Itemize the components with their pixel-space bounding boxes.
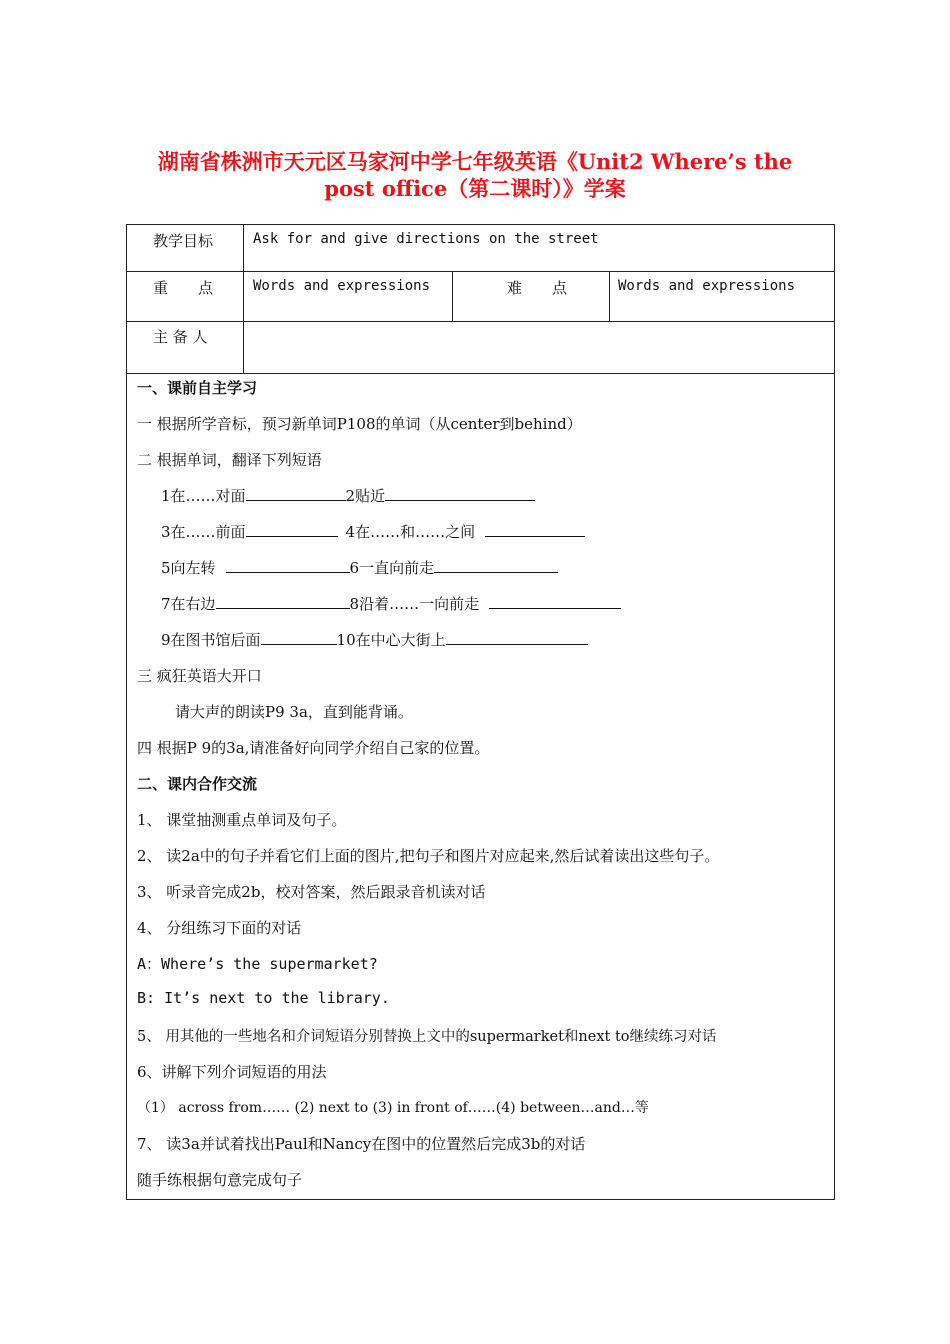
dialog-line-a: A：Where’s the supermarket? <box>137 955 378 973</box>
answer-blank[interactable] <box>261 630 337 645</box>
goal-value: Ask for and give directions on the street <box>253 231 599 247</box>
section-2-step-2: 2、 读2a中的句子并看它们上面的图片,把句子和图片对应起来,然后试着读出这些句子。 <box>137 847 720 865</box>
title-line-2: post office（第二课时）》学案 <box>324 176 626 201</box>
row-divider <box>127 321 834 322</box>
section-2-step-5: 5、 用其他的一些地名和介词短语分别替换上文中的supermarket和next to继续练习对话 <box>137 1029 717 1045</box>
phrase-row <box>161 629 588 650</box>
section-2-step-4: 4、 分组练习下面的对话 <box>137 919 302 937</box>
answer-blank[interactable] <box>489 594 621 609</box>
phrase-row <box>161 557 558 578</box>
key-points-label: 重 点 <box>153 279 214 297</box>
section-2-step-6-detail: （1） across from…… (2) next to (3) in front of……(4) between…and…等 <box>137 1100 649 1116</box>
key-points-value: Words and expressions <box>253 278 431 294</box>
section-1-heading: 一、课前自主学习 <box>137 379 258 397</box>
phrase-prompt: 7在右边 <box>161 595 216 613</box>
section-2-step-1: 1、 课堂抽测重点单词及句子。 <box>137 811 347 829</box>
practice-heading: 随手练根据句意完成句子 <box>137 1171 303 1189</box>
difficult-points-label: 难 点 <box>507 279 568 297</box>
answer-blank[interactable] <box>246 486 346 501</box>
section-1-item-3-detail: 请大声的朗读P9 3a，直到能背诵。 <box>175 703 413 721</box>
phrase-row <box>161 485 535 506</box>
title-line-1: 湖南省株洲市天元区马家河中学七年级英语《Unit2 Where’s the <box>157 149 793 174</box>
phrase-prompt: 3在……前面 <box>161 523 246 541</box>
phrase-prompt: 10在中心大街上 <box>336 631 446 649</box>
preparer-label: 主 备 人 <box>153 328 208 346</box>
section-1-item-1: 一 根据所学音标，预习新单词P108的单词（从center到behind） <box>137 415 582 433</box>
dialog-line-b: B: It’s next to the library. <box>137 989 390 1007</box>
phrase-prompt: 4在……和……之间 <box>345 523 476 541</box>
phrase-row <box>161 521 585 542</box>
answer-blank[interactable] <box>385 486 535 501</box>
phrase-prompt: 6一直向前走 <box>349 559 435 577</box>
column-divider <box>243 225 244 373</box>
answer-blank[interactable] <box>434 558 558 573</box>
column-divider <box>452 271 453 321</box>
phrase-prompt: 8沿着……一向前走 <box>349 595 480 613</box>
section-1-item-2: 二 根据单词，翻译下列短语 <box>137 451 322 469</box>
section-2-heading: 二、课内合作交流 <box>137 775 258 793</box>
section-2-step-6: 6、讲解下列介词短语的用法 <box>137 1063 327 1081</box>
answer-blank[interactable] <box>485 522 585 537</box>
section-1-item-3: 三 疯狂英语大开口 <box>137 667 262 685</box>
answer-blank[interactable] <box>216 594 350 609</box>
phrase-prompt: 1在……对面 <box>161 487 246 505</box>
goal-label: 教学目标 <box>153 232 214 250</box>
answer-blank[interactable] <box>446 630 588 645</box>
phrase-prompt: 5向左转 <box>161 559 216 577</box>
phrase-row <box>161 593 621 614</box>
phrase-prompt: 9在图书馆后面 <box>161 631 261 649</box>
row-divider <box>127 373 834 374</box>
section-1-item-4: 四 根据P 9的3a,请准备好向同学介绍自己家的位置。 <box>137 739 490 757</box>
phrase-prompt: 2贴近 <box>345 487 386 505</box>
document-title <box>120 148 830 202</box>
lesson-plan-table <box>126 224 835 1200</box>
row-divider <box>127 271 834 272</box>
section-2-step-7: 7、 读3a并试着找出Paul和Nancy在图中的位置然后完成3b的对话 <box>137 1135 586 1153</box>
answer-blank[interactable] <box>246 522 338 537</box>
column-divider <box>609 271 610 321</box>
section-2-step-3: 3、 听录音完成2b，校对答案，然后跟录音机读对话 <box>137 883 486 901</box>
answer-blank[interactable] <box>226 558 350 573</box>
difficult-points-value: Words and expressions <box>618 278 796 294</box>
